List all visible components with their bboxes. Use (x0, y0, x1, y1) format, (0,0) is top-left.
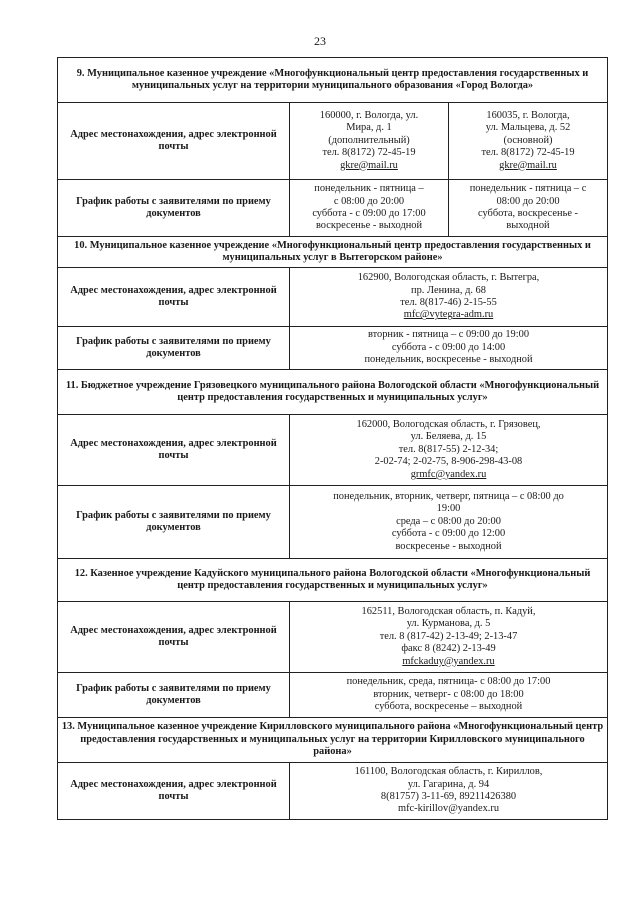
address-label: Адрес местонахождения, адрес электронной почты (58, 763, 290, 820)
schedule-label: График работы с заявителями по приему документов (58, 327, 290, 370)
email-link[interactable]: mfckaduy@yandex.ru (402, 655, 495, 667)
section-10-schedule-row (58, 327, 608, 370)
phone-line: тел. 8(817-55) 2-12-34; (398, 443, 499, 455)
section-13-header-row (58, 718, 608, 763)
email-line[interactable]: mfc-kirillov@yandex.ru (397, 803, 500, 815)
section-11-schedule (290, 486, 608, 559)
section-9-address-row (58, 103, 608, 180)
section-9-address-b (449, 103, 608, 180)
address-label: Адрес местонахождения, адрес электронной почты (58, 602, 290, 673)
section-9-header-row (58, 58, 608, 103)
address-line: ул. Курманова, д. 5 (406, 618, 491, 630)
section-9-title: 9. Муниципальное казенное учреждение «Многофункциональный центр предоставления государственных и муниципальных услуг на территории муниципального образования «Город Вологда» (58, 58, 608, 103)
section-10-schedule (290, 327, 608, 370)
section-13-title: 13. Муниципальное казенное учреждение Кирилловского муниципального района «Многофункциональный центр предоставления государственных и муниципальных услуг на территории Кирилловского муниципального района» (58, 718, 608, 763)
address-line: ул. Мальцева, д. 52 (485, 122, 571, 134)
page-number: 23 (314, 34, 326, 48)
schedule-label: График работы с заявителями по приему документов (58, 673, 290, 718)
phone-line: 8(81757) 3-11-69, 89211426380 (380, 791, 517, 802)
section-10-header-row (58, 237, 608, 268)
address-line: 162511, Вологодская область, п. Кадуй, (361, 605, 536, 617)
section-9-schedule-b (449, 180, 608, 237)
mfc-directory-table (57, 57, 608, 820)
schedule-line: вторник, четверг- с 08:00 до 18:00 (373, 688, 524, 700)
fax-line: факс 8 (8242) 2-13-49 (401, 643, 496, 655)
section-11-schedule-row (58, 486, 608, 559)
section-10-address-row (58, 268, 608, 327)
section-11-title: 11. Бюджетное учреждение Грязовецкого муниципального района Вологодской области «Многофункциональный центр предоставления государственных и муниципальных услуг» (58, 370, 608, 415)
schedule-label: График работы с заявителями по приему документов (58, 180, 290, 237)
schedule-line: суббота - с 09:00 до 14:00 (391, 341, 506, 353)
schedule-line: воскресенье - выходной (315, 220, 423, 232)
address-line: (дополнительный) (328, 134, 410, 146)
address-line: 160000, г. Вологда, ул. (319, 109, 419, 121)
schedule-line: понедельник - пятница – с (469, 183, 587, 195)
phone-line: тел. 8(8172) 72-45-19 (481, 147, 575, 159)
schedule-line: воскресенье - выходной (395, 540, 502, 552)
address-line: Мира, д. 1 (346, 122, 392, 134)
section-12-title: 12. Казенное учреждение Кадуйского муниципального района Вологодской области «Многофункциональный центр предоставления государственных и муниципальных услуг» (58, 559, 608, 602)
schedule-line: понедельник, воскресенье - выходной (364, 354, 533, 366)
address-line: 161100, Вологодская область, г. Кириллов, (354, 766, 543, 778)
section-10-address (290, 268, 608, 327)
section-12-header-row (58, 559, 608, 602)
section-11-header-row (58, 370, 608, 415)
schedule-line: выходной (506, 220, 550, 232)
address-line: пр. Ленина, д. 68 (411, 284, 486, 296)
section-12-schedule-row (58, 673, 608, 718)
section-9-schedule-a (290, 180, 449, 237)
address-label: Адрес местонахождения, адрес электронной почты (58, 103, 290, 180)
schedule-line: среда – с 08:00 до 20:00 (396, 515, 501, 527)
schedule-line: с 08:00 до 20:00 (333, 195, 405, 207)
section-13-address (290, 763, 608, 820)
section-12-schedule (290, 673, 608, 718)
address-label: Адрес местонахождения, адрес электронной почты (58, 268, 290, 327)
section-11-address-row (58, 415, 608, 486)
schedule-line: суббота - с 09:00 до 12:00 (391, 528, 506, 540)
email-link[interactable]: mfc@vytegra-adm.ru (403, 309, 494, 321)
schedule-line: понедельник - пятница – (314, 183, 424, 195)
schedule-label: График работы с заявителями по приему документов (58, 486, 290, 559)
schedule-line: понедельник, вторник, четверг, пятница – с 08:00 до (333, 490, 564, 502)
phone-line: 2-02-74; 2-02-75, 8-906-298-43-08 (374, 456, 523, 468)
schedule-line: вторник - пятница – с 09:00 до 19:00 (367, 329, 530, 341)
schedule-line: понедельник, среда, пятница- с 08:00 до 17:00 (346, 676, 551, 688)
email-link[interactable]: grmfc@yandex.ru (410, 468, 487, 480)
schedule-line: суббота - с 09:00 до 17:00 (312, 208, 426, 219)
schedule-line: суббота, воскресенье – выходной (374, 701, 523, 713)
address-line: (основной) (503, 134, 553, 146)
address-line: 160035, г. Вологда, (486, 109, 570, 121)
section-12-address-row (58, 602, 608, 673)
section-10-title: 10. Муниципальное казенное учреждение «Многофункциональный центр предоставления государственных и муниципальных услуг в Вытегорском районе» (58, 237, 608, 268)
email-link[interactable]: gkre@mail.ru (340, 159, 398, 171)
address-line: 162000, Вологодская область, г. Грязовец, (356, 418, 541, 430)
section-13-address-row (58, 763, 608, 820)
phone-line: тел. 8 (817-42) 2-13-49; 2-13-47 (379, 630, 518, 642)
address-label: Адрес местонахождения, адрес электронной почты (58, 415, 290, 486)
schedule-line: 08:00 до 20:00 (496, 195, 560, 207)
email-link[interactable]: gkre@mail.ru (499, 159, 557, 171)
section-9-address-a (290, 103, 449, 180)
phone-line: тел. 8(8172) 72-45-19 (322, 147, 416, 159)
address-line: 162900, Вологодская область, г. Вытегра, (357, 272, 540, 284)
address-line: ул. Гагарина, д. 94 (407, 778, 490, 790)
section-9-schedule-row (58, 180, 608, 237)
section-11-address (290, 415, 608, 486)
section-12-address (290, 602, 608, 673)
address-line: ул. Беляева, д. 15 (410, 431, 487, 443)
schedule-line: 19:00 (436, 503, 461, 515)
phone-line: тел. 8(817-46) 2-15-55 (400, 297, 497, 308)
schedule-line: суббота, воскресенье - (478, 208, 578, 219)
